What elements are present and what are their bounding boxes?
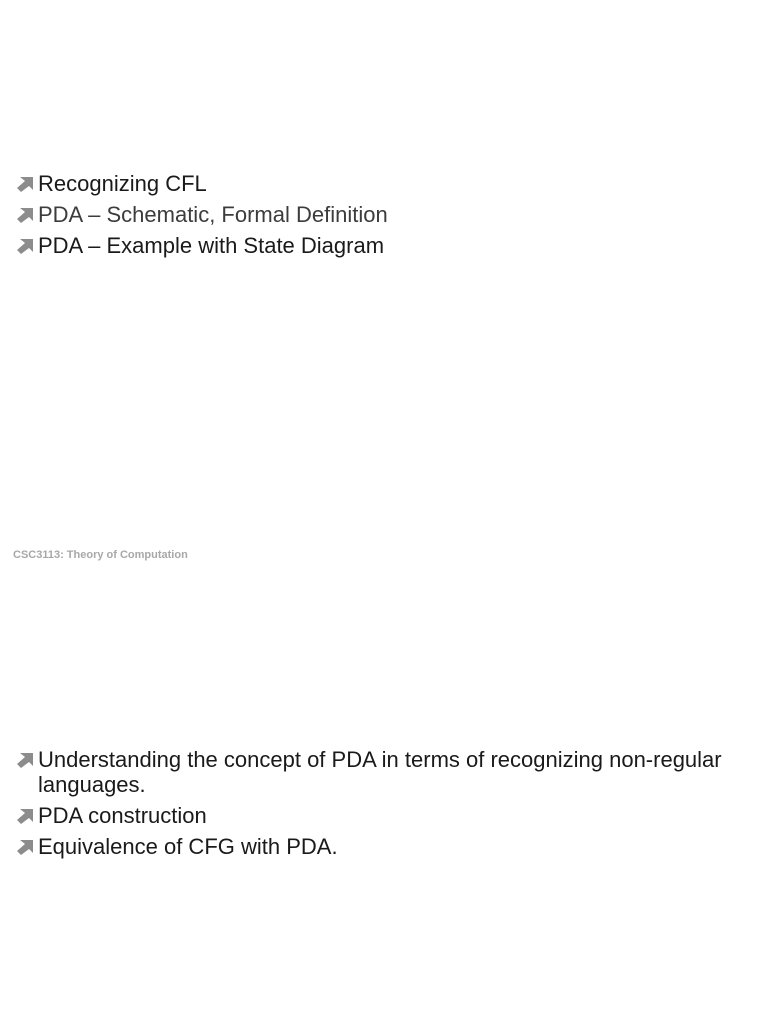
- objective-item-label: Understanding the concept of PDA in terms of recognizing non-regular languages.: [38, 747, 722, 797]
- objective-item: [16, 803, 736, 828]
- outline-list: [16, 171, 736, 264]
- outline-item: [16, 233, 736, 258]
- arrow-up-right-icon: [16, 752, 34, 768]
- outline-item-label: PDA – Example with State Diagram: [38, 233, 385, 258]
- arrow-up-right-icon: [16, 238, 34, 254]
- arrow-up-right-icon: [16, 176, 34, 192]
- objectives-list: [16, 747, 736, 865]
- outline-item: [16, 202, 736, 227]
- objective-item-label: Equivalence of CFG with PDA.: [38, 834, 338, 859]
- outline-item: [16, 171, 736, 196]
- objective-item: [16, 834, 736, 859]
- arrow-up-right-icon: [16, 207, 34, 223]
- arrow-up-right-icon: [16, 839, 34, 855]
- objective-item: [16, 747, 736, 797]
- arrow-up-right-icon: [16, 808, 34, 824]
- course-footer: CSC3113: Theory of Computation: [13, 549, 188, 561]
- outline-item-label: Recognizing CFL: [38, 171, 207, 196]
- objective-item-label: PDA construction: [38, 803, 207, 828]
- outline-item-label: PDA – Schematic, Formal Definition: [38, 202, 388, 227]
